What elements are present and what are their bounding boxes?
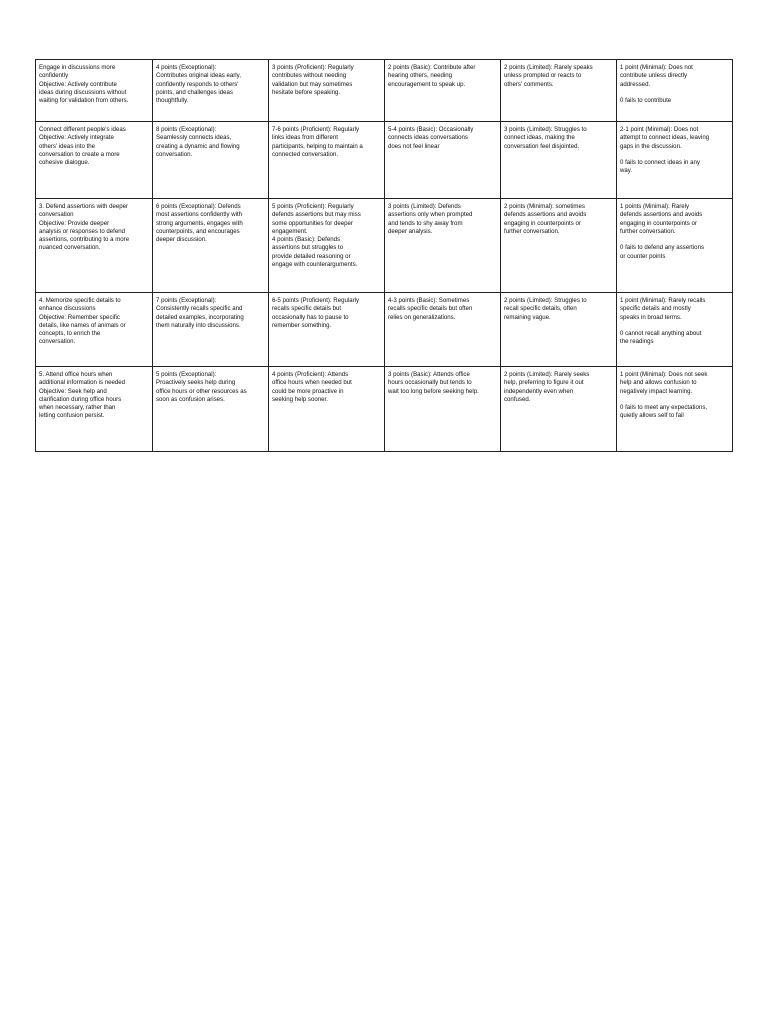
level-text: confidently responds to others' [156, 80, 239, 88]
level-text: 1 points (Minimal): Rarely [620, 203, 690, 210]
criterion-text: concepts, to enrich the [39, 330, 101, 338]
level-text: negatively impact learning. [620, 387, 693, 395]
level-text: 7 points (Exceptional): [156, 297, 217, 304]
level-text: assertions only when prompted [388, 211, 473, 219]
rubric-row [36, 122, 733, 199]
level-text: 1 point (Minimal): Does not seek [620, 371, 708, 378]
level-text: 1 point (Minimal): Rarely recalls [620, 297, 706, 304]
level-text: contributes without needing [272, 72, 347, 80]
rubric-row [36, 293, 733, 367]
level-text: and tends to shy away from [388, 219, 463, 227]
level-text: contribute unless directly [620, 72, 688, 80]
criterion-text: others' ideas into the [39, 142, 96, 150]
level-text: detailed examples, incorporating [156, 313, 244, 321]
level-text: engaging in counterpoints or [620, 219, 697, 227]
level-text: defends assertions but may miss [272, 211, 361, 219]
level-text: confused. [504, 395, 531, 403]
level-text: connects ideas conversations [388, 134, 468, 142]
level-text: further conversation. [620, 227, 676, 235]
level-text: recalls specific details but [272, 305, 342, 313]
criterion-text: waiting for validation from others. [39, 97, 129, 105]
level-text: specific details and mostly [620, 305, 691, 313]
level-text: relies on generalizations. [388, 313, 456, 321]
level-text: connect ideas, making the [504, 134, 575, 142]
criterion-cell [36, 293, 153, 367]
level-text: hours occasionally but tends to [388, 379, 472, 387]
level-text: strong arguments, engages with [156, 219, 243, 227]
criterion-text: Objective: Seek help and [39, 387, 107, 395]
level-text: engaging in counterpoints or [504, 219, 581, 227]
level-note: the readings [620, 338, 654, 346]
spacer [620, 322, 729, 330]
level-cell [269, 293, 385, 367]
criterion-cell [36, 122, 153, 199]
level-text: 2-1 point (Minimal): Does not [620, 126, 699, 133]
level-text: unless prompted or reacts to [504, 72, 582, 80]
level-cell [617, 367, 733, 452]
level-cell [501, 60, 617, 122]
level-cell [269, 367, 385, 452]
level-text: some opportunities for deeper [272, 219, 353, 227]
criterion-text: ideas during discussions without [39, 88, 127, 96]
criterion-text: 3. Defend assertions with deeper [39, 203, 129, 210]
level-cell [385, 293, 501, 367]
level-text: 5 points (Proficient): Regularly [272, 203, 354, 210]
level-text: wait too long before seeking help. [388, 387, 479, 395]
level-text: 3 points (Limited): Defends [388, 203, 461, 210]
level-cell [153, 367, 269, 452]
level-cell [269, 122, 385, 199]
level-text: hesitate before speaking. [272, 88, 341, 96]
level-text: gaps in the discussion. [620, 142, 682, 150]
level-cell [385, 367, 501, 452]
level-text: 2 points (Limited): Rarely seeks [504, 371, 590, 378]
level-text: 8 points (Exceptional): [156, 126, 217, 133]
level-text: 3 points (Proficient): Regularly [272, 64, 354, 71]
level-cell [385, 122, 501, 199]
level-text: Contributes original ideas early, [156, 72, 241, 80]
level-text: validation but may sometimes [272, 80, 353, 88]
level-text: soon as confusion arises. [156, 395, 225, 403]
level-text: thoughtfully. [156, 97, 189, 105]
level-note: 0 fails to meet any expectations, [620, 404, 708, 412]
level-cell [385, 60, 501, 122]
criterion-cell [36, 367, 153, 452]
level-cell [269, 60, 385, 122]
level-text: attempt to connect ideas, leaving [620, 134, 710, 142]
level-text: seeking help sooner. [272, 395, 328, 403]
level-text: conversation. [156, 150, 193, 158]
level-text: conversation feel disjointed. [504, 142, 580, 150]
level-text: creating a dynamic and flowing [156, 142, 240, 150]
spacer [620, 396, 729, 404]
rubric-table [35, 59, 733, 452]
level-text: 2 points (Minimal): sometimes [504, 203, 585, 210]
level-cell [501, 293, 617, 367]
level-text: 2 points (Limited): Rarely speaks [504, 64, 593, 71]
level-text: defends assertions and avoids [620, 211, 703, 219]
criterion-text: letting confusion persist. [39, 412, 105, 420]
level-text: 3 points (Limited): Struggles to [504, 126, 587, 133]
level-cell [153, 199, 269, 293]
level-text: does not feel linear [388, 142, 440, 150]
level-text: remember something. [272, 321, 332, 329]
level-text: 3 points (Basic): Attends office [388, 371, 470, 378]
level-cell [617, 199, 733, 293]
level-text: deeper discussion. [156, 236, 207, 244]
criterion-text: when necessary, rather than [39, 404, 116, 412]
criterion-text: 4. Memorize specific details to [39, 297, 121, 304]
level-text: 4-3 points (Basic): Sometimes [388, 297, 470, 304]
level-text: recall specific details, often [504, 305, 577, 313]
level-note: way. [620, 167, 633, 175]
level-text: links ideas from different [272, 134, 338, 142]
level-text: others' comments. [504, 80, 554, 88]
criterion-text: Connect different people's ideas [39, 126, 126, 133]
criterion-text: cohesive dialogue. [39, 159, 90, 167]
level-text: most assertions confidently with [156, 211, 243, 219]
level-cell [385, 199, 501, 293]
spacer [620, 236, 729, 244]
level-text: 5 points (Exceptional): [156, 371, 217, 378]
level-note: 0 fails to connect ideas in any [620, 159, 700, 167]
rubric-row [36, 367, 733, 452]
rubric-row [36, 199, 733, 293]
level-text: 4 points (Exceptional): [156, 64, 217, 71]
criterion-text: enhance discussions [39, 305, 96, 313]
criterion-text: Objective: Actively integrate [39, 134, 114, 142]
level-text: participants, helping to maintain a [272, 142, 363, 150]
level-text: 2 points (Limited): Struggles to [504, 297, 587, 304]
level-cell [501, 367, 617, 452]
level-cell [153, 293, 269, 367]
criterion-text: conversation [39, 211, 74, 219]
level-text: engage with counterarguments. [272, 261, 358, 269]
level-note: or counter points [620, 252, 666, 260]
level-text: occasionally has to pause to [272, 313, 349, 321]
level-text: office hours when needed but [272, 379, 352, 387]
level-text: speaks in broad terms. [620, 313, 682, 321]
level-text: 1 point (Minimal): Does not [620, 64, 693, 71]
criterion-text: clarification during office hours [39, 395, 122, 403]
level-note: 0 fails to contribute [620, 97, 672, 105]
level-text: deeper analysis. [388, 227, 433, 235]
rubric-row [36, 60, 733, 122]
level-text: provide detailed reasoning or [272, 252, 351, 260]
level-text: 6-5 points (Proficient): Regularly [272, 297, 360, 304]
criterion-text: Objective: Remember specific [39, 313, 120, 321]
level-cell [617, 60, 733, 122]
level-cell [501, 122, 617, 199]
spacer [620, 151, 729, 159]
level-text: independently even when [504, 387, 574, 395]
level-text: 2 points (Basic): Contribute after [388, 64, 476, 71]
level-text: help and allows confusion to [620, 379, 697, 387]
criterion-text: Objective: Actively contribute [39, 80, 117, 88]
criterion-text: conversation to create a more [39, 150, 120, 158]
level-text: 5-4 points (Basic): Occasionally [388, 126, 474, 133]
level-text: points, and challenges ideas [156, 88, 233, 96]
level-note: quietly allows self to fail [620, 412, 684, 420]
criterion-text: details, like names of animals or [39, 321, 126, 329]
level-text: addressed. [620, 80, 651, 88]
criterion-text: 5. Attend office hours when [39, 371, 113, 378]
level-text: remaining vague. [504, 313, 551, 321]
level-cell [501, 199, 617, 293]
level-text: engagement. [272, 227, 308, 235]
criterion-cell [36, 60, 153, 122]
level-text: Proactively seeks help during [156, 379, 236, 387]
level-note: 0 cannot recall anything about [620, 330, 702, 338]
criterion-text: Objective: Provide deeper [39, 219, 110, 227]
level-text: office hours or other resources as [156, 387, 247, 395]
level-cell [153, 60, 269, 122]
level-text: Consistently recalls specific and [156, 305, 243, 313]
level-text: 7-6 points (Proficient): Regularly [272, 126, 360, 133]
level-text: hearing others, needing [388, 72, 453, 80]
level-cell [153, 122, 269, 199]
level-text: counterpoints, and encourages [156, 227, 240, 235]
level-text: further conversation. [504, 227, 560, 235]
level-text: connected conversation. [272, 150, 339, 158]
level-cell [617, 122, 733, 199]
rubric-body [36, 60, 733, 452]
level-note: 0 fails to defend any assertions [620, 244, 705, 252]
level-text: recalls specific details but often [388, 305, 473, 313]
level-cell [617, 293, 733, 367]
criterion-text: analysis or responses to defend [39, 227, 126, 235]
level-text: help, preferring to figure it out [504, 379, 584, 387]
criterion-text: confidently [39, 72, 69, 80]
level-text: 4 points (Basic): Defends [272, 236, 341, 244]
criterion-text: conversation. [39, 338, 76, 346]
spacer [620, 89, 729, 97]
criterion-text: Engage in discussions more [39, 64, 116, 71]
criterion-cell [36, 199, 153, 293]
criterion-text: assertions, contributing to a more [39, 236, 130, 244]
level-text: assertions but struggles to [272, 244, 344, 252]
level-text: could be more proactive in [272, 387, 344, 395]
level-cell [269, 199, 385, 293]
level-text: 6 points (Exceptional): Defends [156, 203, 241, 210]
level-text: encouragement to speak up. [388, 80, 466, 88]
level-text: 4 points (Proficient): Attends [272, 371, 349, 378]
criterion-text: nuanced conversation. [39, 244, 101, 252]
level-text: Seamlessly connects ideas, [156, 134, 232, 142]
level-text: defends assertions and avoids [504, 211, 587, 219]
criterion-text: additional information is needed [39, 379, 126, 387]
level-text: them naturally into discussions. [156, 321, 241, 329]
